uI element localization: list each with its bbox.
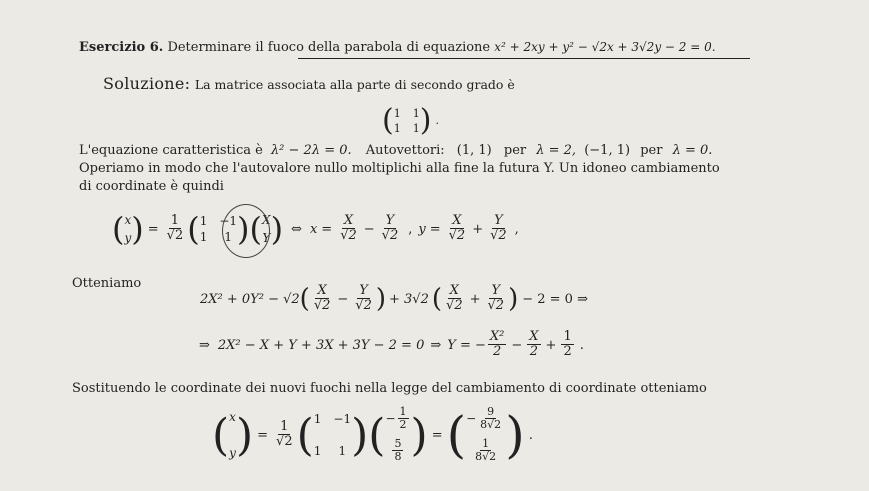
solution-text: La matrice associata alla parte di secondo grado è <box>194 77 515 92</box>
change-line-1: Operiamo in modo che l'autovalore nullo moltiplichi alla fine la futura Y. Un idoneo cambiamento <box>79 161 720 176</box>
handwritten-circle <box>222 204 270 258</box>
eigenvalue-1: λ = 2, <box>536 143 577 158</box>
solution-line <box>103 74 515 93</box>
per-label: per <box>503 143 527 158</box>
handwritten-underline <box>298 58 750 59</box>
char-text: L'equazione caratteristica è <box>79 143 263 158</box>
final-text: Sostituendo le coordinate dei nuovi fuochi nella legge del cambiamento di coordinate otteniamo <box>72 381 707 396</box>
exercise-label: Esercizio 6. <box>79 40 164 55</box>
eigenvectors-label: Autovettori: <box>365 143 445 158</box>
char-equation: λ² − 2λ = 0. <box>270 143 352 158</box>
matrix-entry: 1 <box>393 121 401 135</box>
parabola-canonical-equation: ⇒ 2X² − X + Y + 3X + 3Y − 2 = 0 ⇒ Y = − $\frac{\text{X²}}{2}$ − $\frac{X}{2}$ + $\frac{1}{2}$ . <box>199 329 584 360</box>
substituted-equation: 2X² + 0Y² − √2 ( $\frac{X}{√2}$ − $\frac{Y}{√2}$ ) + 3√2 ( $\frac{X}{√2}$ + $\frac{Y}{√2}$ ) − 2 = 0 ⇒ <box>200 283 588 315</box>
matrix-entry: 1 <box>412 106 420 120</box>
matrix-entry: 1 <box>412 121 420 135</box>
focus-coordinates-equation: ( x y ) = $\frac{1}{√2}$ ( 1 −1 1 1 ) ( − $\frac{1}{2}$ $\frac{5}{8}$ ) = ( − $\frac{9}{8√2}$ $\frac{1}{8√2}$ ) . <box>212 405 533 464</box>
coordinate-change-equation: ( x y ) = $\frac{1}{√2}$ ( 1 −1 1 1 ) ( X Y ) ⇔ x = $\frac{X}{√2}$ − $\frac{Y}{√2}$ , y = $\frac{X}{√2}$ + $\frac{Y}{√2}$ , <box>112 210 519 248</box>
change-line-2: di coordinate è quindi <box>79 179 224 194</box>
eigenvalue-2: λ = 0. <box>672 143 713 158</box>
parabola-equation: x² + 2xy + y² − √2x + 3√2y − 2 = 0. <box>494 40 716 54</box>
matrix-entry: 1 <box>393 106 401 120</box>
eigenvector-1: (1, 1) <box>456 143 492 158</box>
solution-label: Soluzione: <box>103 74 191 93</box>
eigenvector-2: (−1, 1) <box>584 143 631 158</box>
characteristic-line <box>79 143 712 158</box>
per-label: per <box>640 143 663 158</box>
quadratic-form-matrix: ( 1 1 1 1 ) . <box>382 103 439 138</box>
otteniamo-label: Otteniamo <box>72 276 142 291</box>
exercise-header <box>79 40 716 55</box>
exercise-statement: Determinare il fuoco della parabola di equazione <box>167 40 491 55</box>
